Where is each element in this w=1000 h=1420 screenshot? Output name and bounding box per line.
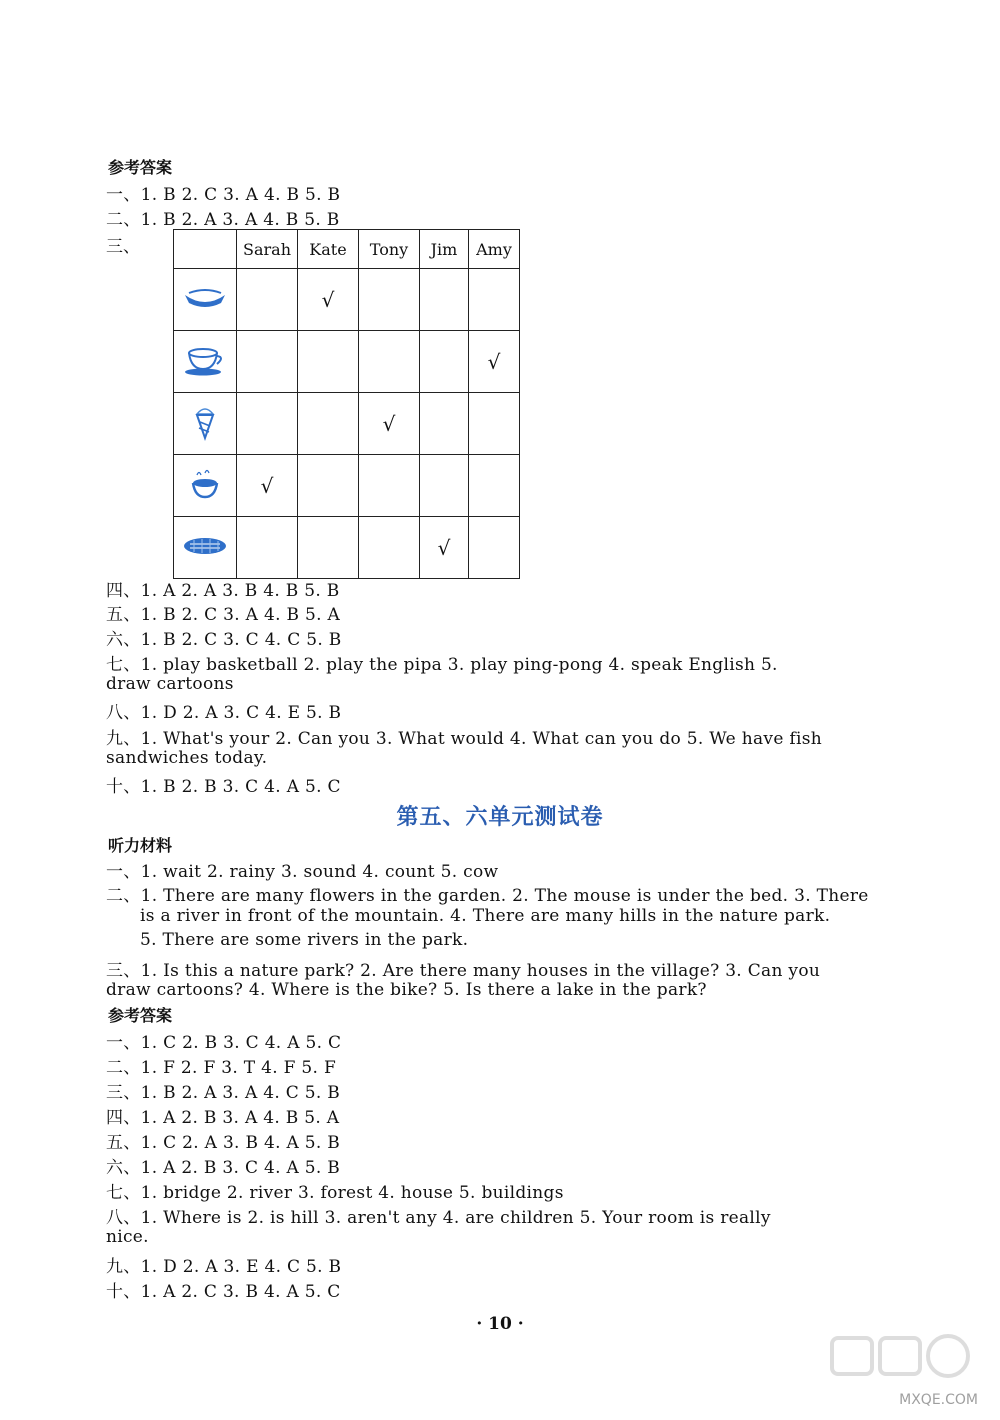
- listening-heading: 听力材料: [108, 836, 173, 855]
- check-cell: √: [469, 331, 520, 393]
- answer-line: 九、1. D 2. A 3. E 4. C 5. B: [106, 1257, 342, 1277]
- check-cell: [237, 269, 298, 331]
- answers-heading: 参考答案: [108, 158, 173, 177]
- answer-line: 四、1. A 2. B 3. A 4. B 5. A: [106, 1108, 340, 1128]
- answer-line: 二、1. B 2. A 3. A 4. B 5. B: [106, 210, 340, 230]
- answer-line: 十、1. B 2. B 3. C 4. A 5. C: [106, 777, 341, 797]
- answer-line: 六、1. B 2. C 3. C 4. C 5. B: [106, 630, 342, 650]
- listening-line: draw cartoons? 4. Where is the bike? 5. Is there a lake in the park?: [106, 980, 707, 1000]
- table-row: [174, 393, 520, 455]
- check-cell: √: [237, 455, 298, 517]
- listening-line: is a river in front of the mountain. 4. There are many hills in the nature park.: [140, 906, 831, 926]
- table-row: [174, 269, 520, 331]
- check-cell: [469, 269, 520, 331]
- check-cell: [298, 393, 359, 455]
- table-header-row: [174, 230, 520, 269]
- check-cell: [359, 269, 420, 331]
- answer-table: [173, 229, 520, 579]
- answer-line: 一、1. B 2. C 3. A 4. B 5. B: [106, 185, 341, 205]
- answer-line: 八、1. Where is 2. is hill 3. aren't any 4. are children 5. Your room is really: [106, 1208, 771, 1228]
- answer-line: 三、1. B 2. A 3. A 4. C 5. B: [106, 1083, 341, 1103]
- check-cell: [298, 517, 359, 579]
- check-cell: [237, 331, 298, 393]
- check-cell: √: [420, 517, 469, 579]
- watermark-text: MXQE.COM: [899, 1392, 978, 1408]
- teacup-icon: [174, 331, 237, 393]
- listening-line: 5. There are some rivers in the park.: [140, 930, 469, 950]
- answer-line: 二、1. F 2. F 3. T 4. F 5. F: [106, 1058, 337, 1078]
- check-cell: [469, 393, 520, 455]
- answer-line: 七、1. play basketball 2. play the pipa 3. play ping-pong 4. speak English 5.: [106, 655, 778, 675]
- page-number: · 10 ·: [476, 1314, 524, 1334]
- check-cell: [359, 331, 420, 393]
- check-cell: [237, 393, 298, 455]
- table-row: [174, 455, 520, 517]
- check-cell: [420, 331, 469, 393]
- check-cell: [420, 269, 469, 331]
- check-cell: [237, 517, 298, 579]
- answer-line: 九、1. What's your 2. Can you 3. What would 4. What can you do 5. We have fish: [106, 729, 822, 749]
- check-cell: √: [298, 269, 359, 331]
- check-cell: [420, 393, 469, 455]
- fish-icon: [174, 517, 237, 579]
- ice-cream-icon: [174, 393, 237, 455]
- check-cell: [469, 455, 520, 517]
- answer-line: draw cartoons: [106, 674, 234, 694]
- answer-line: 十、1. A 2. C 3. B 4. A 5. C: [106, 1282, 341, 1302]
- answer-line: 五、1. C 2. A 3. B 4. A 5. B: [106, 1133, 341, 1153]
- table-row: [174, 331, 520, 393]
- column-header: Kate: [298, 230, 359, 269]
- answer-line: sandwiches today.: [106, 748, 268, 768]
- answer-line: 三、: [106, 237, 140, 257]
- answer-line: 七、1. bridge 2. river 3. forest 4. house 5. buildings: [106, 1183, 564, 1203]
- rice-bowl-icon: [174, 455, 237, 517]
- check-cell: [298, 331, 359, 393]
- answer-line: 六、1. A 2. B 3. C 4. A 5. B: [106, 1158, 341, 1178]
- check-cell: [420, 455, 469, 517]
- listening-line: 一、1. wait 2. rainy 3. sound 4. count 5. cow: [106, 862, 499, 882]
- answers-heading: 参考答案: [108, 1006, 173, 1025]
- column-header: Tony: [359, 230, 420, 269]
- answer-line: nice.: [106, 1227, 149, 1247]
- check-cell: [359, 517, 420, 579]
- answer-line: 四、1. A 2. A 3. B 4. B 5. B: [106, 581, 340, 601]
- check-cell: √: [359, 393, 420, 455]
- answer-line: 五、1. B 2. C 3. A 4. B 5. A: [106, 605, 341, 625]
- check-cell: [298, 455, 359, 517]
- column-header: Jim: [420, 230, 469, 269]
- table-row: [174, 517, 520, 579]
- listening-line: 三、1. Is this a nature park? 2. Are there many houses in the village? 3. Can you: [106, 961, 821, 981]
- listening-line: 二、1. There are many flowers in the garden. 2. The mouse is under the bed. 3. There: [106, 886, 869, 906]
- answer-line: 八、1. D 2. A 3. C 4. E 5. B: [106, 703, 342, 723]
- column-header: Amy: [469, 230, 520, 269]
- check-cell: [359, 455, 420, 517]
- section-title: 第五、六单元测试卷: [396, 805, 604, 830]
- answer-line: 一、1. C 2. B 3. C 4. A 5. C: [106, 1033, 342, 1053]
- check-cell: [469, 517, 520, 579]
- column-header: Sarah: [237, 230, 298, 269]
- boat-bread-icon: [174, 269, 237, 331]
